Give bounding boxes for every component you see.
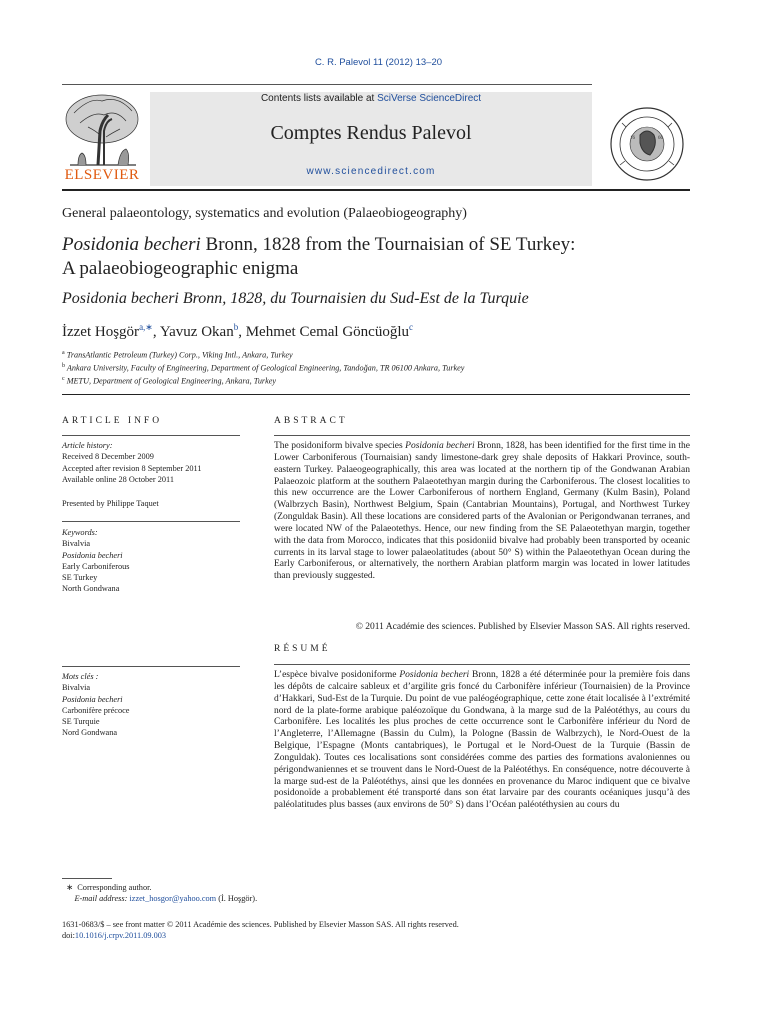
- email-label: E-mail address:: [74, 894, 130, 904]
- affiliation-text: METU, Department of Geological Engineering, Ankara, Turkey: [66, 377, 276, 387]
- mot-item: Posidonia becheri: [62, 694, 123, 704]
- mots-cles-list: [62, 671, 130, 739]
- article-info-rule: [62, 521, 240, 522]
- keyword-item: Posidonia becheri: [62, 550, 123, 560]
- svg-text:16: 16: [630, 136, 635, 141]
- mots-label: Mots clés :: [62, 672, 99, 681]
- abstract-part: Bronn, 1828, has been identified for the first time in the Lower Carboniferous (Tournaisian) sandy limestone-dark grey shale deposits of Hakkari Province, south-eastern Turkey. Palaeogeographically, this area was located at the northern tip of the Gondwanan Arabian Palaeozoic platform at the southern Palaeotethyan margin during the Carboniferous. The closest localities to this new occurrence are the Lower Carboniferous of northern England, Germany (Kulm Basin), Poland (Walbrzych Basin), Northwest Belgium, Spain (Cantabrian Mountains), Portugal, and Northwest Turkey (Zonguldak Basin). All these locations are considered parts of the Avalonian or Perigondwanan terranes, and were located NW of the Palaeotethys. Hence, our new finding from the SE Palaeotethyan margin, together with the data from Morocco, indicates that this posidoniid bivalve had probably been transported by oceanic currents in its larval stage to lower palaeolatitudes (about 50° S) within the Palaeotethyan Ocean during the Early Carboniferous, or alternatively, the northern Arabian platform margin was located in lower latitudes than previously suggested.: [274, 441, 690, 582]
- affiliation-marker: c: [62, 376, 65, 383]
- academie-seal-logo: [600, 105, 694, 183]
- mot-item: Bivalvia: [62, 683, 91, 693]
- doi-label: doi:: [62, 931, 75, 941]
- abstract-rule: [274, 435, 690, 436]
- resume-part: Bronn, 1828 a été déterminée pour la première fois dans les dépôts de calcaire sableux et d’argilite gris foncé du Carbonifère inférieur (Tournaisien) de la Province d’Hakkari, Sud-Est de la Turquie. Du point de vue paléogéographique, cette zone était localisée à l’extrémité nord de la plate-forme arabique paléozoïque du Gondwana, à la marge sud de la Paléotéthys, au cours du Carbonifère. Les localités les plus proches de cette occurrence sont le Carbonifère inférieur du Nord de l’Angleterre, l’Allemagne (Bassin du Culm), la Pologne (Bassin de Walbrzych), le Nord-Ouest de la Belgique, l’Espagne (Monts cantabriques), le Portugal et le Nord-Ouest de la Turquie (Bassin de Zonguldak). Toutes ces localisations sont considérées comme des parties des formations avaloniennes ou périgondwaniennes et se trouvent dans le Nord-Ouest de la Paléotéthys. En conséquence, notre découverte à la marge sud-est de la Paléotéthys, ainsi que les données en provenance du Maroc indiquent que ce bivalve posidonoïde a probablement été transporté dans son état larvaire par des courants océaniques jusqu’à des paléolatitudes plus basses (aux environs de 50° S) dans l’Océan paléotéthysien au cours du: [274, 670, 690, 811]
- article-info-rule: [62, 435, 240, 436]
- corresponding-footnote: [62, 882, 257, 905]
- title-species: Posidonia becheri: [62, 234, 201, 255]
- keyword-item: Early Carboniferous: [62, 561, 130, 571]
- mot-item: Carbonifère précoce: [62, 705, 130, 715]
- article-history: [62, 440, 202, 485]
- keyword-item: SE Turkey: [62, 573, 98, 583]
- doi-link[interactable]: 10.1016/j.crpv.2011.09.003: [74, 931, 167, 941]
- keyword-item: North Gondwana: [62, 584, 120, 594]
- contents-prefix: Contents lists available at: [260, 93, 378, 104]
- article-info-rule: [62, 666, 240, 667]
- footnote-rule: [62, 878, 112, 879]
- affiliation-marker: a: [62, 350, 65, 356]
- author-name: Mehmet Cemal Göncüoğlu: [245, 324, 410, 340]
- affiliation-text: Ankara University, Faculty of Engineering, Department of Geological Engineering, Tandoğan, TR 06100 Ankara, Turkey: [66, 363, 465, 373]
- email-link[interactable]: izzet_hosgor@yahoo.com: [129, 894, 217, 904]
- journal-url-link[interactable]: www.sciencedirect.com: [306, 166, 436, 177]
- affiliation-item: [62, 361, 464, 374]
- corresponding-line: [62, 882, 257, 893]
- author-affiliation-marker[interactable]: a,∗: [139, 322, 153, 332]
- footnote-star: ∗: [66, 883, 74, 892]
- title-line2: A palaeobiogeographic enigma: [62, 258, 299, 279]
- keywords-label: Keywords:: [62, 528, 98, 537]
- abstract-part: The posidoniform bivalve species: [274, 441, 406, 451]
- front-matter: [62, 919, 459, 942]
- svg-text:66: 66: [658, 136, 663, 141]
- abstract-text: [274, 441, 690, 583]
- elsevier-wordmark: ELSEVIER: [64, 167, 140, 183]
- affiliation-marker: b: [62, 363, 65, 370]
- sciencedirect-link[interactable]: SciVerse ScienceDirect: [377, 93, 482, 104]
- affiliations: [62, 348, 464, 388]
- history-online: Available online 28 October 2011: [62, 474, 174, 484]
- author-name: İzzet Hoşgör: [62, 324, 140, 340]
- mot-item: SE Turquie: [62, 717, 100, 727]
- affiliation-item: [62, 374, 464, 387]
- presented-by: Presented by Philippe Taquet: [62, 499, 159, 508]
- article-title: [62, 233, 702, 281]
- resume-heading: RÉSUMÉ: [274, 644, 331, 654]
- resume-rule: [274, 664, 690, 665]
- history-accepted: Accepted after revision 8 September 2011: [62, 463, 202, 473]
- author-affiliation-marker[interactable]: c: [409, 322, 414, 332]
- history-label: Article history:: [62, 441, 113, 450]
- affiliation-text: TransAtlantic Petroleum (Turkey) Corp., Viking Intl., Ankara, Turkey: [66, 350, 293, 360]
- affiliation-item: [62, 348, 464, 361]
- abstract-species: Posidonia becheri: [405, 441, 475, 451]
- keywords-list: [62, 527, 130, 595]
- corresponding-label: Corresponding author.: [77, 883, 152, 892]
- email-suffix: (İ. Hoşgör).: [216, 894, 258, 904]
- article-section: General palaeontology, systematics and evolution (Palaeobiogeography): [62, 206, 467, 221]
- contents-available: [150, 93, 592, 104]
- abstract-heading: ABSTRACT: [274, 416, 348, 426]
- author-list: İzzet Hoşgör$^{a,∗}$, Yavuz Okan$^b$, Mehmet Cemal Göncüoğlu$^c$: [62, 322, 414, 340]
- abstract-copyright: © 2011 Académie des sciences. Published by Elsevier Masson SAS. All rights reserved.: [355, 622, 690, 632]
- author-name: Yavuz Okan: [159, 324, 234, 340]
- resume-part: L’espèce bivalve posidoniforme: [274, 670, 400, 680]
- article-info-heading: ARTICLE INFO: [62, 416, 163, 426]
- resume-species: Posidonia becheri: [399, 670, 470, 680]
- history-received: Received 8 December 2009: [62, 452, 154, 462]
- mot-item: Nord Gondwana: [62, 728, 118, 738]
- journal-title: Comptes Rendus Palevol: [270, 122, 472, 144]
- author-affiliation-marker[interactable]: b: [233, 322, 239, 332]
- section-divider: [62, 394, 690, 395]
- journal-reference[interactable]: C. R. Palevol 11 (2012) 13–20: [314, 57, 443, 68]
- title-line1-rest: Bronn, 1828 from the Tournaisian of SE Turkey:: [200, 234, 576, 255]
- header-divider: [62, 189, 690, 191]
- resume-text: [274, 670, 690, 812]
- article-title-french: Posidonia becheri Bronn, 1828, du Tournaisien du Sud-Est de la Turquie: [62, 290, 529, 307]
- doi-line: [62, 930, 459, 941]
- email-line: [62, 893, 257, 904]
- front-matter-line: 1631-0683/$ – see front matter © 2011 Académie des sciences. Published by Elsevier Masson SAS. All rights reserved.: [62, 920, 459, 929]
- keyword-item: Bivalvia: [62, 539, 91, 549]
- header-rule: [62, 84, 592, 85]
